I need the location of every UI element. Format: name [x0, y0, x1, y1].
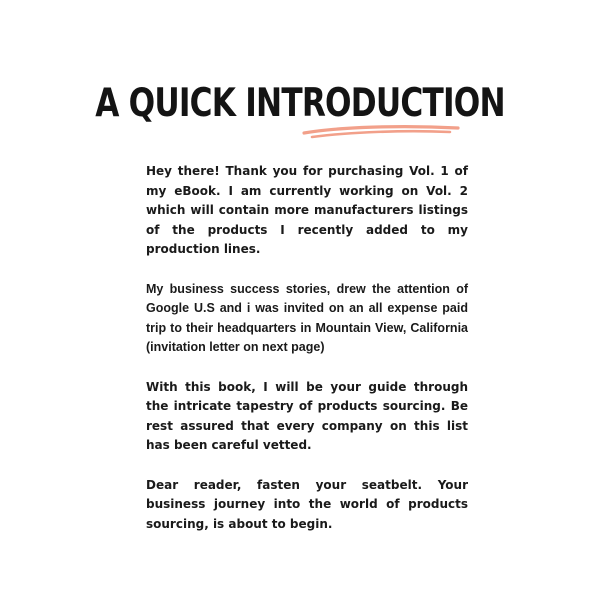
paragraph-seatbelt: Dear reader, fasten your seatbelt. Your business journey into the world of products sourcing, is about to begin. — [146, 477, 468, 531]
page-title: A QUICK INTRODUCTION — [95, 81, 505, 126]
introduction-body — [146, 162, 468, 554]
paragraph-google-invitation: My business success stories, drew the attention of Google U.S and i was invited on an all expense paid trip to their headquarters in Mountain View, California (invitation letter on next page) — [146, 281, 468, 354]
title-container — [0, 82, 600, 126]
brush-underline-decoration — [300, 122, 462, 142]
paragraph-thank-you: Hey there! Thank you for purchasing Vol. 1 of my eBook. I am currently working on Vol. 2 which will contain more manufacturers listings of the products I recently added to my production lines. — [146, 164, 468, 256]
paragraph-guide: With this book, I will be your guide through the intricate tapestry of products sourcing. Be rest assured that every company on this list has been careful vetted. — [146, 379, 468, 452]
